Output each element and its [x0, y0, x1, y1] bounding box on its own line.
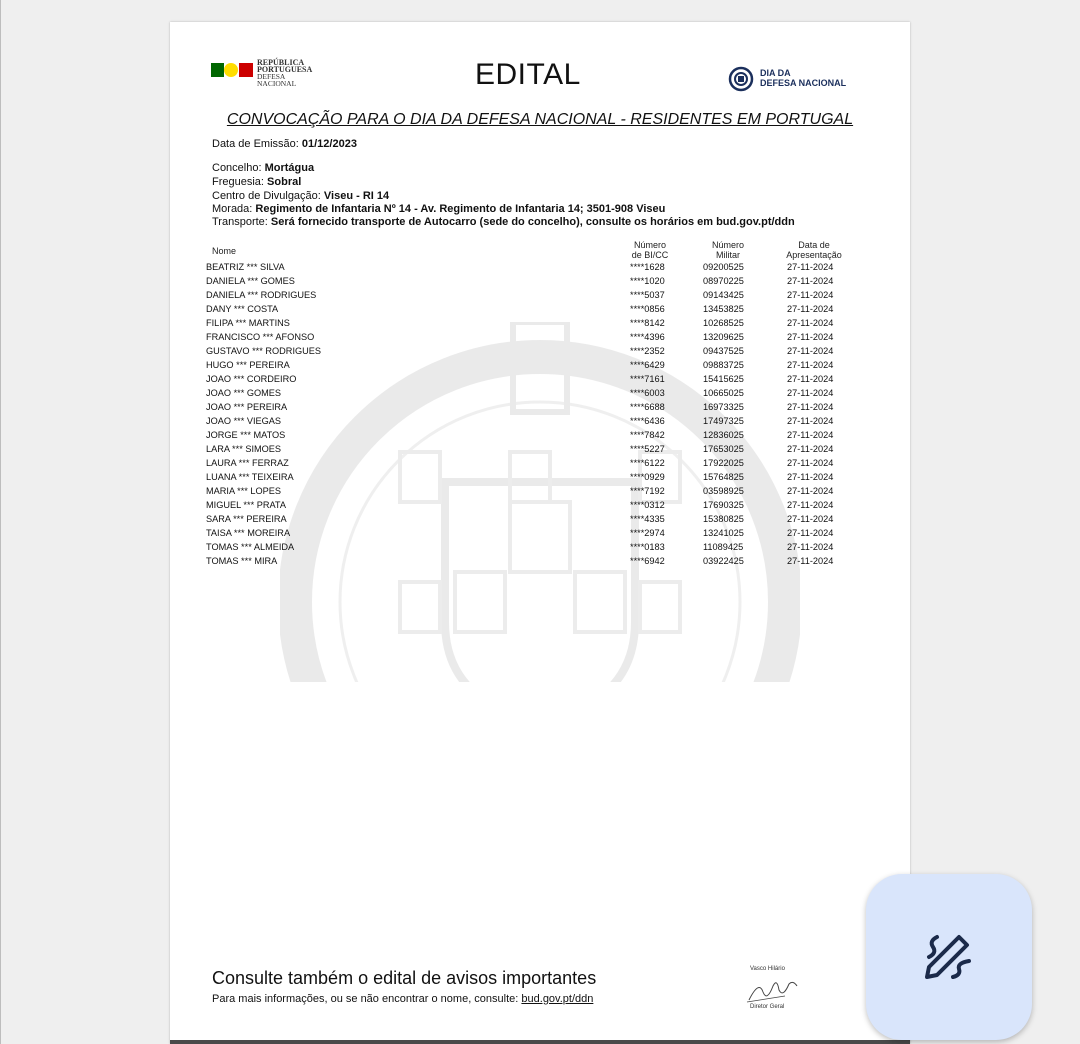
centro-line	[212, 190, 389, 202]
concelho-line	[212, 162, 314, 174]
row-date: 27-11-2024	[787, 388, 834, 398]
concelho-label: Concelho:	[212, 162, 262, 174]
row-bi: ****7842	[630, 430, 665, 440]
row-name: LARA *** SIMOES	[206, 444, 282, 454]
row-bi: ****1020	[630, 276, 665, 286]
logo-line-defesa-nacional: DEFESA NACIONAL	[760, 78, 847, 88]
emissao-label: Data de Emissão:	[212, 138, 299, 150]
table-row	[206, 374, 886, 388]
header-militar	[696, 240, 760, 260]
signature-role: Diretor Geral	[750, 1004, 785, 1010]
convocacao-heading: CONVOCAÇÃO PARA O DIA DA DEFESA NACIONAL - RESIDENTES EM PORTUGAL	[226, 111, 854, 128]
row-name: FILIPA *** MARTINS	[206, 318, 290, 328]
table-row	[206, 360, 886, 374]
row-bi: ****0183	[630, 542, 665, 552]
header-nome: Nome	[212, 246, 237, 256]
row-militar: 17922025	[703, 458, 744, 468]
row-date: 27-11-2024	[787, 486, 834, 496]
row-date: 27-11-2024	[787, 304, 834, 314]
row-bi: ****6688	[630, 402, 665, 412]
page-bottom-strip	[170, 1040, 910, 1044]
freguesia-value: Sobral	[267, 176, 302, 188]
row-bi: ****6122	[630, 458, 665, 468]
freguesia-line	[212, 176, 301, 188]
logo-line-dia-da: DIA DA	[760, 68, 791, 78]
row-name: JOAO *** VIEGAS	[206, 416, 282, 426]
row-date: 27-11-2024	[787, 262, 834, 272]
row-name: DANIELA *** RODRIGUES	[206, 290, 317, 300]
logo-line-republica: REPÚBLICA	[257, 58, 305, 67]
row-name: HUGO *** PEREIRA	[206, 360, 290, 370]
table-row	[206, 486, 886, 500]
row-date: 27-11-2024	[787, 360, 834, 370]
row-date: 27-11-2024	[787, 514, 834, 524]
row-militar: 09200525	[703, 262, 744, 272]
row-date: 27-11-2024	[787, 500, 834, 510]
row-name: BEATRIZ *** SILVA	[206, 262, 285, 272]
header-mil-line1: Número	[711, 240, 744, 250]
transporte-label: Transporte:	[212, 216, 268, 228]
row-name: MIGUEL *** PRATA	[206, 500, 286, 510]
footer-link[interactable]: bud.gov.pt/ddn	[521, 993, 594, 1005]
row-date: 27-11-2024	[787, 472, 834, 482]
row-name: GUSTAVO *** RODRIGUES	[206, 346, 322, 356]
defesa-emblem-icon	[728, 66, 754, 92]
freguesia-label: Freguesia:	[212, 176, 264, 188]
header-bi-line1: Número	[633, 240, 666, 250]
row-date: 27-11-2024	[787, 542, 834, 552]
footer-sub-text: Para mais informações, ou se não encontrar o nome, consulte:	[212, 993, 519, 1005]
row-militar: 03922425	[703, 556, 744, 566]
row-name: JOAO *** GOMES	[206, 388, 282, 398]
viewer-left-edge	[0, 0, 1, 1044]
header-data-line2: Apresentação	[786, 250, 842, 260]
row-name: LAURA *** FERRAZ	[206, 458, 289, 468]
emissao-value: 01/12/2023	[301, 138, 357, 150]
row-name: DANIELA *** GOMES	[206, 276, 295, 286]
row-name: JOAO *** PEREIRA	[206, 402, 288, 412]
concelho-value: Mortágua	[264, 162, 315, 174]
table-row	[206, 542, 886, 556]
footer-sub-line	[212, 993, 593, 1005]
row-bi: ****7192	[630, 486, 665, 496]
row-date: 27-11-2024	[787, 332, 834, 342]
row-name: JOAO *** CORDEIRO	[206, 374, 297, 384]
row-name: TAISA *** MOREIRA	[206, 528, 291, 538]
row-militar: 10268525	[703, 318, 744, 328]
row-bi: ****5037	[630, 290, 665, 300]
row-militar: 13453825	[703, 304, 744, 314]
row-date: 27-11-2024	[787, 346, 834, 356]
row-militar: 17653025	[703, 444, 744, 454]
row-date: 27-11-2024	[787, 556, 834, 566]
row-militar: 16973325	[703, 402, 744, 412]
row-militar: 09437525	[703, 346, 744, 356]
table-row	[206, 346, 886, 360]
row-bi: ****1628	[630, 262, 665, 272]
draw-fab-button[interactable]	[866, 874, 1032, 1040]
row-date: 27-11-2024	[787, 458, 834, 468]
row-bi: ****7161	[630, 374, 665, 384]
table-row	[206, 500, 886, 514]
row-bi: ****6003	[630, 388, 665, 398]
row-bi: ****2352	[630, 346, 665, 356]
header-data	[776, 240, 852, 260]
morada-label: Morada:	[212, 203, 253, 215]
row-militar: 12836025	[703, 430, 744, 440]
row-bi: ****0856	[630, 304, 665, 314]
table-row	[206, 528, 886, 542]
signature-scribble-icon	[745, 974, 801, 1004]
morada-value: Regimento de Infantaria Nº 14 - Av. Regimento de Infantaria 14; 3501-908 Viseu	[255, 203, 666, 215]
row-name: TOMAS *** MIRA	[206, 556, 278, 566]
document-title: EDITAL	[475, 58, 581, 91]
row-date: 27-11-2024	[787, 430, 834, 440]
table-row	[206, 472, 886, 486]
table-row	[206, 262, 886, 276]
table-row	[206, 388, 886, 402]
row-bi: ****2974	[630, 528, 665, 538]
row-name: SARA *** PEREIRA	[206, 514, 287, 524]
row-militar: 08970225	[703, 276, 744, 286]
row-militar: 15415625	[703, 374, 744, 384]
table-row	[206, 276, 886, 290]
row-militar: 15764825	[703, 472, 744, 482]
emissao-line	[212, 138, 357, 150]
signature-name: Vasco Hilário	[750, 966, 785, 972]
row-militar: 03598925	[703, 486, 744, 496]
row-date: 27-11-2024	[787, 416, 834, 426]
transporte-value: Será fornecido transporte de Autocarro (sede do concelho), consulte os horários em bud.gov.pt/ddn	[270, 216, 795, 228]
row-bi: ****6429	[630, 360, 665, 370]
row-bi: ****0929	[630, 472, 665, 482]
row-bi: ****8142	[630, 318, 665, 328]
row-militar: 17690325	[703, 500, 744, 510]
row-date: 27-11-2024	[787, 318, 834, 328]
header-bi	[618, 240, 682, 260]
table-row	[206, 458, 886, 472]
row-name: LUANA *** TEIXEIRA	[206, 472, 294, 482]
table-row	[206, 304, 886, 318]
row-bi: ****5227	[630, 444, 665, 454]
row-militar: 11089425	[703, 542, 744, 552]
table-row	[206, 402, 886, 416]
table-row	[206, 430, 886, 444]
row-name: JORGE *** MATOS	[206, 430, 286, 440]
row-name: MARIA *** LOPES	[206, 486, 282, 496]
row-bi: ****6436	[630, 416, 665, 426]
row-bi: ****4396	[630, 332, 665, 342]
centro-value: Viseu - RI 14	[323, 190, 390, 202]
row-militar: 10665025	[703, 388, 744, 398]
portuguese-flag-icon	[211, 63, 255, 77]
morada-line	[212, 203, 665, 215]
header-mil-line2: Militar	[716, 250, 740, 260]
row-militar: 15380825	[703, 514, 744, 524]
table-row	[206, 444, 886, 458]
draw-pen-icon	[919, 927, 979, 987]
row-militar: 17497325	[703, 416, 744, 426]
row-date: 27-11-2024	[787, 402, 834, 412]
row-name: TOMAS *** ALMEIDA	[206, 542, 295, 552]
table-row	[206, 556, 886, 570]
row-name: FRANCISCO *** AFONSO	[206, 332, 315, 342]
logo-line-portuguesa: PORTUGUESA	[257, 65, 313, 74]
document-page[interactable]	[170, 22, 910, 1044]
table-row	[206, 514, 886, 528]
row-militar: 09143425	[703, 290, 744, 300]
row-date: 27-11-2024	[787, 374, 834, 384]
header-bi-line2: de BI/CC	[631, 250, 669, 260]
table-row	[206, 416, 886, 430]
header-data-line1: Data de	[798, 240, 830, 250]
footer-main-text: Consulte também o edital de avisos importantes	[212, 968, 597, 988]
row-date: 27-11-2024	[787, 528, 834, 538]
row-date: 27-11-2024	[787, 290, 834, 300]
row-date: 27-11-2024	[787, 444, 834, 454]
logo-line-defesa: DEFESA	[257, 72, 286, 81]
logo-line-nacional: NACIONAL	[257, 79, 297, 88]
row-bi: ****4335	[630, 514, 665, 524]
centro-label: Centro de Divulgação:	[212, 190, 321, 202]
row-militar: 13241025	[703, 528, 744, 538]
row-bi: ****0312	[630, 500, 665, 510]
table-row	[206, 332, 886, 346]
row-bi: ****6942	[630, 556, 665, 566]
table-row	[206, 318, 886, 332]
transporte-line	[212, 216, 795, 228]
row-militar: 09883725	[703, 360, 744, 370]
row-date: 27-11-2024	[787, 276, 834, 286]
row-name: DANY *** COSTA	[206, 304, 279, 314]
row-militar: 13209625	[703, 332, 744, 342]
table-row	[206, 290, 886, 304]
